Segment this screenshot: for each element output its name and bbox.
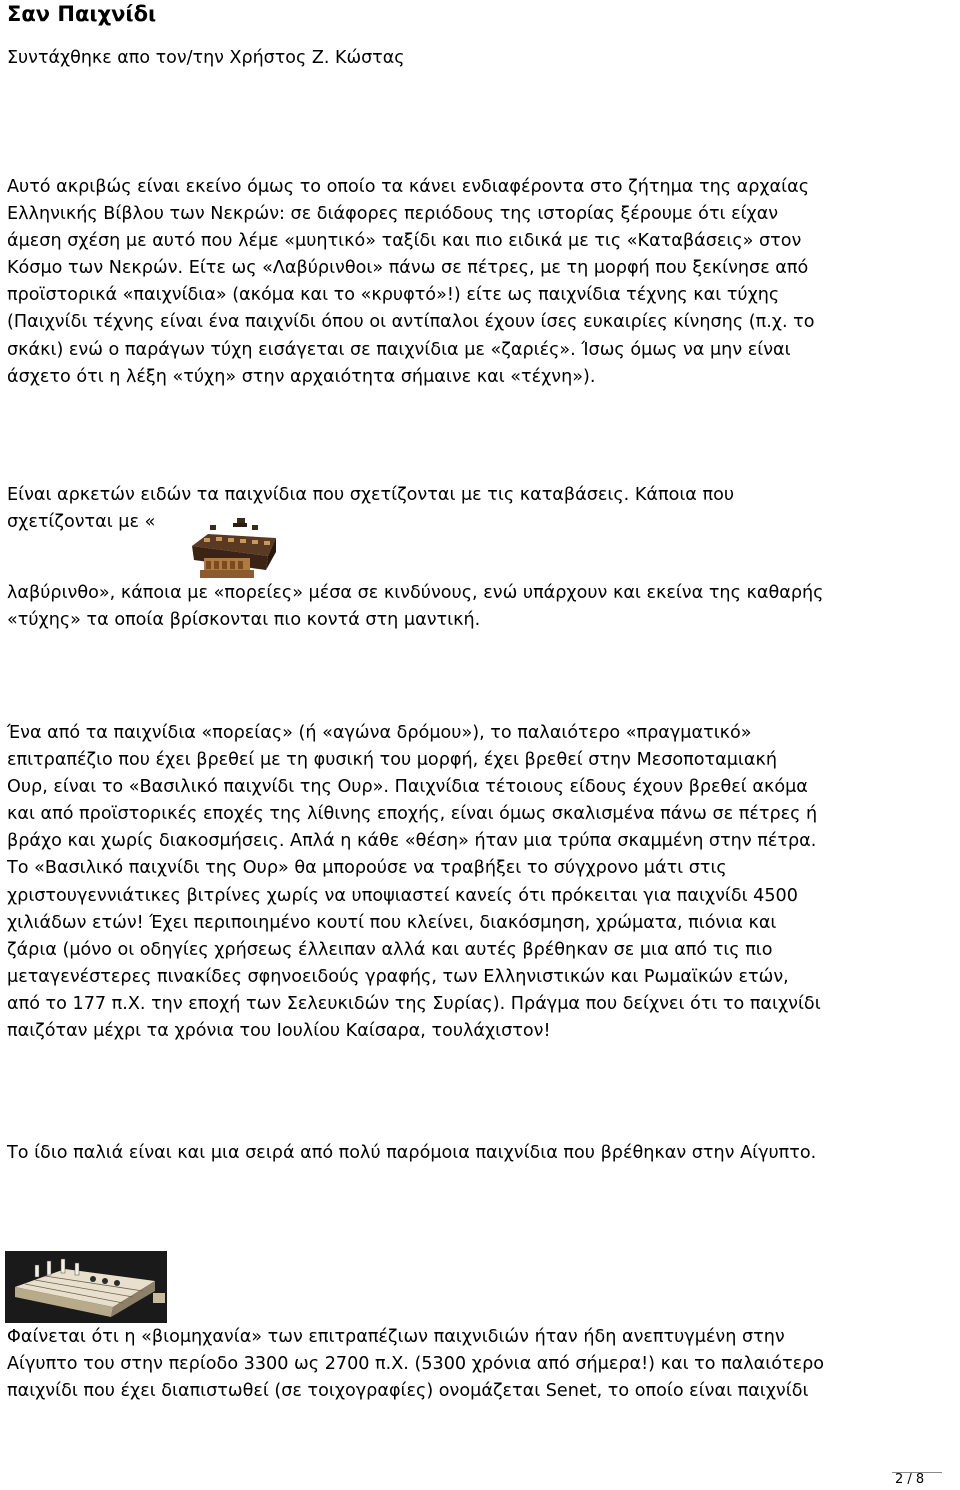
text-line: Ένα από τα παιχνίδια «πορείας» (ή «αγώνα δρόμου»), το παλαιότερο «πραγματικό» [7, 723, 752, 743]
text-line: ζάρια (μόνο οι οδηγίες χρήσεως έλλειπαν αλλά και αυτές βρέθηκαν σε μια από τις πιο [7, 939, 773, 960]
text-line: από το 177 π.Χ. την εποχή των Σελευκιδών της Συρίας). Πράγμα που δείχνει ότι το παιχνίδι [7, 993, 821, 1014]
text-line: άσχετο ότι η λέξη «τύχη» στην αρχαιότητα σήμαινε και «τέχνη»). [7, 366, 596, 387]
text-line: Φαίνεται ότι η «βιομηχανία» των επιτραπέζιων παιχνιδιών ήταν ήδη ανεπτυγμένη στην [7, 1327, 785, 1347]
author-byline: Συντάχθηκε απο τον/την Χρήστος Ζ. Κώστας [7, 48, 405, 68]
paragraph-game-types-cont [7, 580, 957, 634]
text-line: βράχο και χωρίς διακοσμήσεις. Απλά η κάθε «θέση» ήταν μια τρύπα σκαμμένη στην πέτρα. [7, 831, 817, 852]
text-line: Κόσμο των Νεκρών. Είτε ως «Λαβύρινθοι» πάνω σε πέτρες, με τη μορφή που ξεκίνησε από [7, 258, 809, 279]
text-line: Το «Βασιλικό παιχνίδι της Ουρ» θα μπορούσε να τραβήξει το σύγχρονο μάτι στις [7, 858, 727, 879]
text-line: (Παιχνίδι τέχνης είναι ένα παιχνίδι όπου οι αντίπαλοι έχουν ίσες ευκαιρίες κίνησης (π.χ. το [7, 312, 815, 333]
paragraph-egypt [7, 1140, 957, 1167]
royal-game-of-ur-image [190, 518, 278, 580]
text-line: Αίγυπτο του στην περίοδο 3300 ως 2700 π.Χ. (5300 χρόνια από σήμερα!) και το παλαιότερο [7, 1354, 825, 1375]
text-line: άμεση σχέση με αυτό που λέμε «μυητικό» ταξίδι και πιο ειδικά με τις «Καταβάσεις» στον [7, 231, 802, 252]
text-line: προϊστορικά «παιχνίδια» (ακόμα και το «κρυφτό»!) είτε ως παιχνίδια τέχνης και τύχης [7, 285, 780, 306]
text-line: Αυτό ακριβώς είναι εκείνο όμως το οποίο τα κάνει ενδιαφέροντα στο ζήτημα της αρχαίας [7, 177, 810, 197]
paragraph-royal-game-of-ur [7, 720, 957, 1045]
text-line: χιλιάδων ετών! Έχει περιποιημένο κουτί που κλείνει, διακόσμηση, χρώματα, πιόνια και [7, 912, 777, 933]
text-line: σκάκι) ενώ ο παράγων τύχη εισάγεται σε παιχνίδια με «ζαριές». Ίσως όμως να μην είναι [7, 339, 791, 360]
paragraph-senet [7, 1324, 957, 1405]
text-line: επιτραπέζιο που έχει βρεθεί με τη φυσική του μορφή, έχει βρεθεί στην Μεσοποταμιακή [7, 750, 777, 771]
text-line: «τύχης» τα οποία βρίσκονται πιο κοντά στη μαντική. [7, 610, 481, 631]
text-line: χριστουγεννιάτικες βιτρίνες χωρίς να υποψιαστεί κανείς ότι πρόκειται για παιχνίδι 4500 [7, 885, 798, 906]
paragraph-game-types [7, 482, 957, 536]
text-line: και από προϊστορικές εποχές της λίθινης εποχής, είναι όμως σκαλισμένα πάνω σε πέτρες ή [7, 804, 818, 825]
paragraph-katabaseis [7, 174, 957, 391]
page-number: 2 / 8 [895, 1472, 925, 1487]
text-line: παιχνίδι που έχει διαπιστωθεί (σε τοιχογραφίες) ονομάζεται Senet, το οποίο είναι παιχνίδι [7, 1381, 809, 1402]
text-line: Το ίδιο παλιά είναι και μια σειρά από πολύ παρόμοια παιχνίδια που βρέθηκαν στην Αίγυπτο. [7, 1143, 817, 1163]
text-line: παιζόταν μέχρι τα χρόνια του Ιουλίου Καίσαρα, τουλάχιστον! [7, 1021, 551, 1042]
senet-board-image [5, 1251, 167, 1323]
text-line: Ουρ, είναι το «Βασιλικό παιχνίδι της Ουρ». Παιχνίδια τέτοιους είδους έχουν βρεθεί ακόμα [7, 777, 808, 798]
text-line: Είναι αρκετών ειδών τα παιχνίδια που σχετίζονται με τις καταβάσεις. Κάποια που [7, 485, 735, 505]
text-line: Ελληνικής Βίβλου των Νεκρών: σε διάφορες περιόδους της ιστορίας ξέρουμε ότι είχαν [7, 204, 779, 225]
text-line: σχετίζονται με « [7, 512, 156, 533]
text-line: λαβύρινθο», κάποια με «πορείες» μέσα σε κινδύνους, ενώ υπάρχουν και εκείνα της καθαρής [7, 583, 824, 603]
page-title: Σαν Παιχνίδι [7, 2, 157, 26]
text-line: μεταγενέστερες πινακίδες σφηνοειδούς γραφής, των Ελληνιστικών και Ρωμαϊκών ετών, [7, 966, 789, 987]
